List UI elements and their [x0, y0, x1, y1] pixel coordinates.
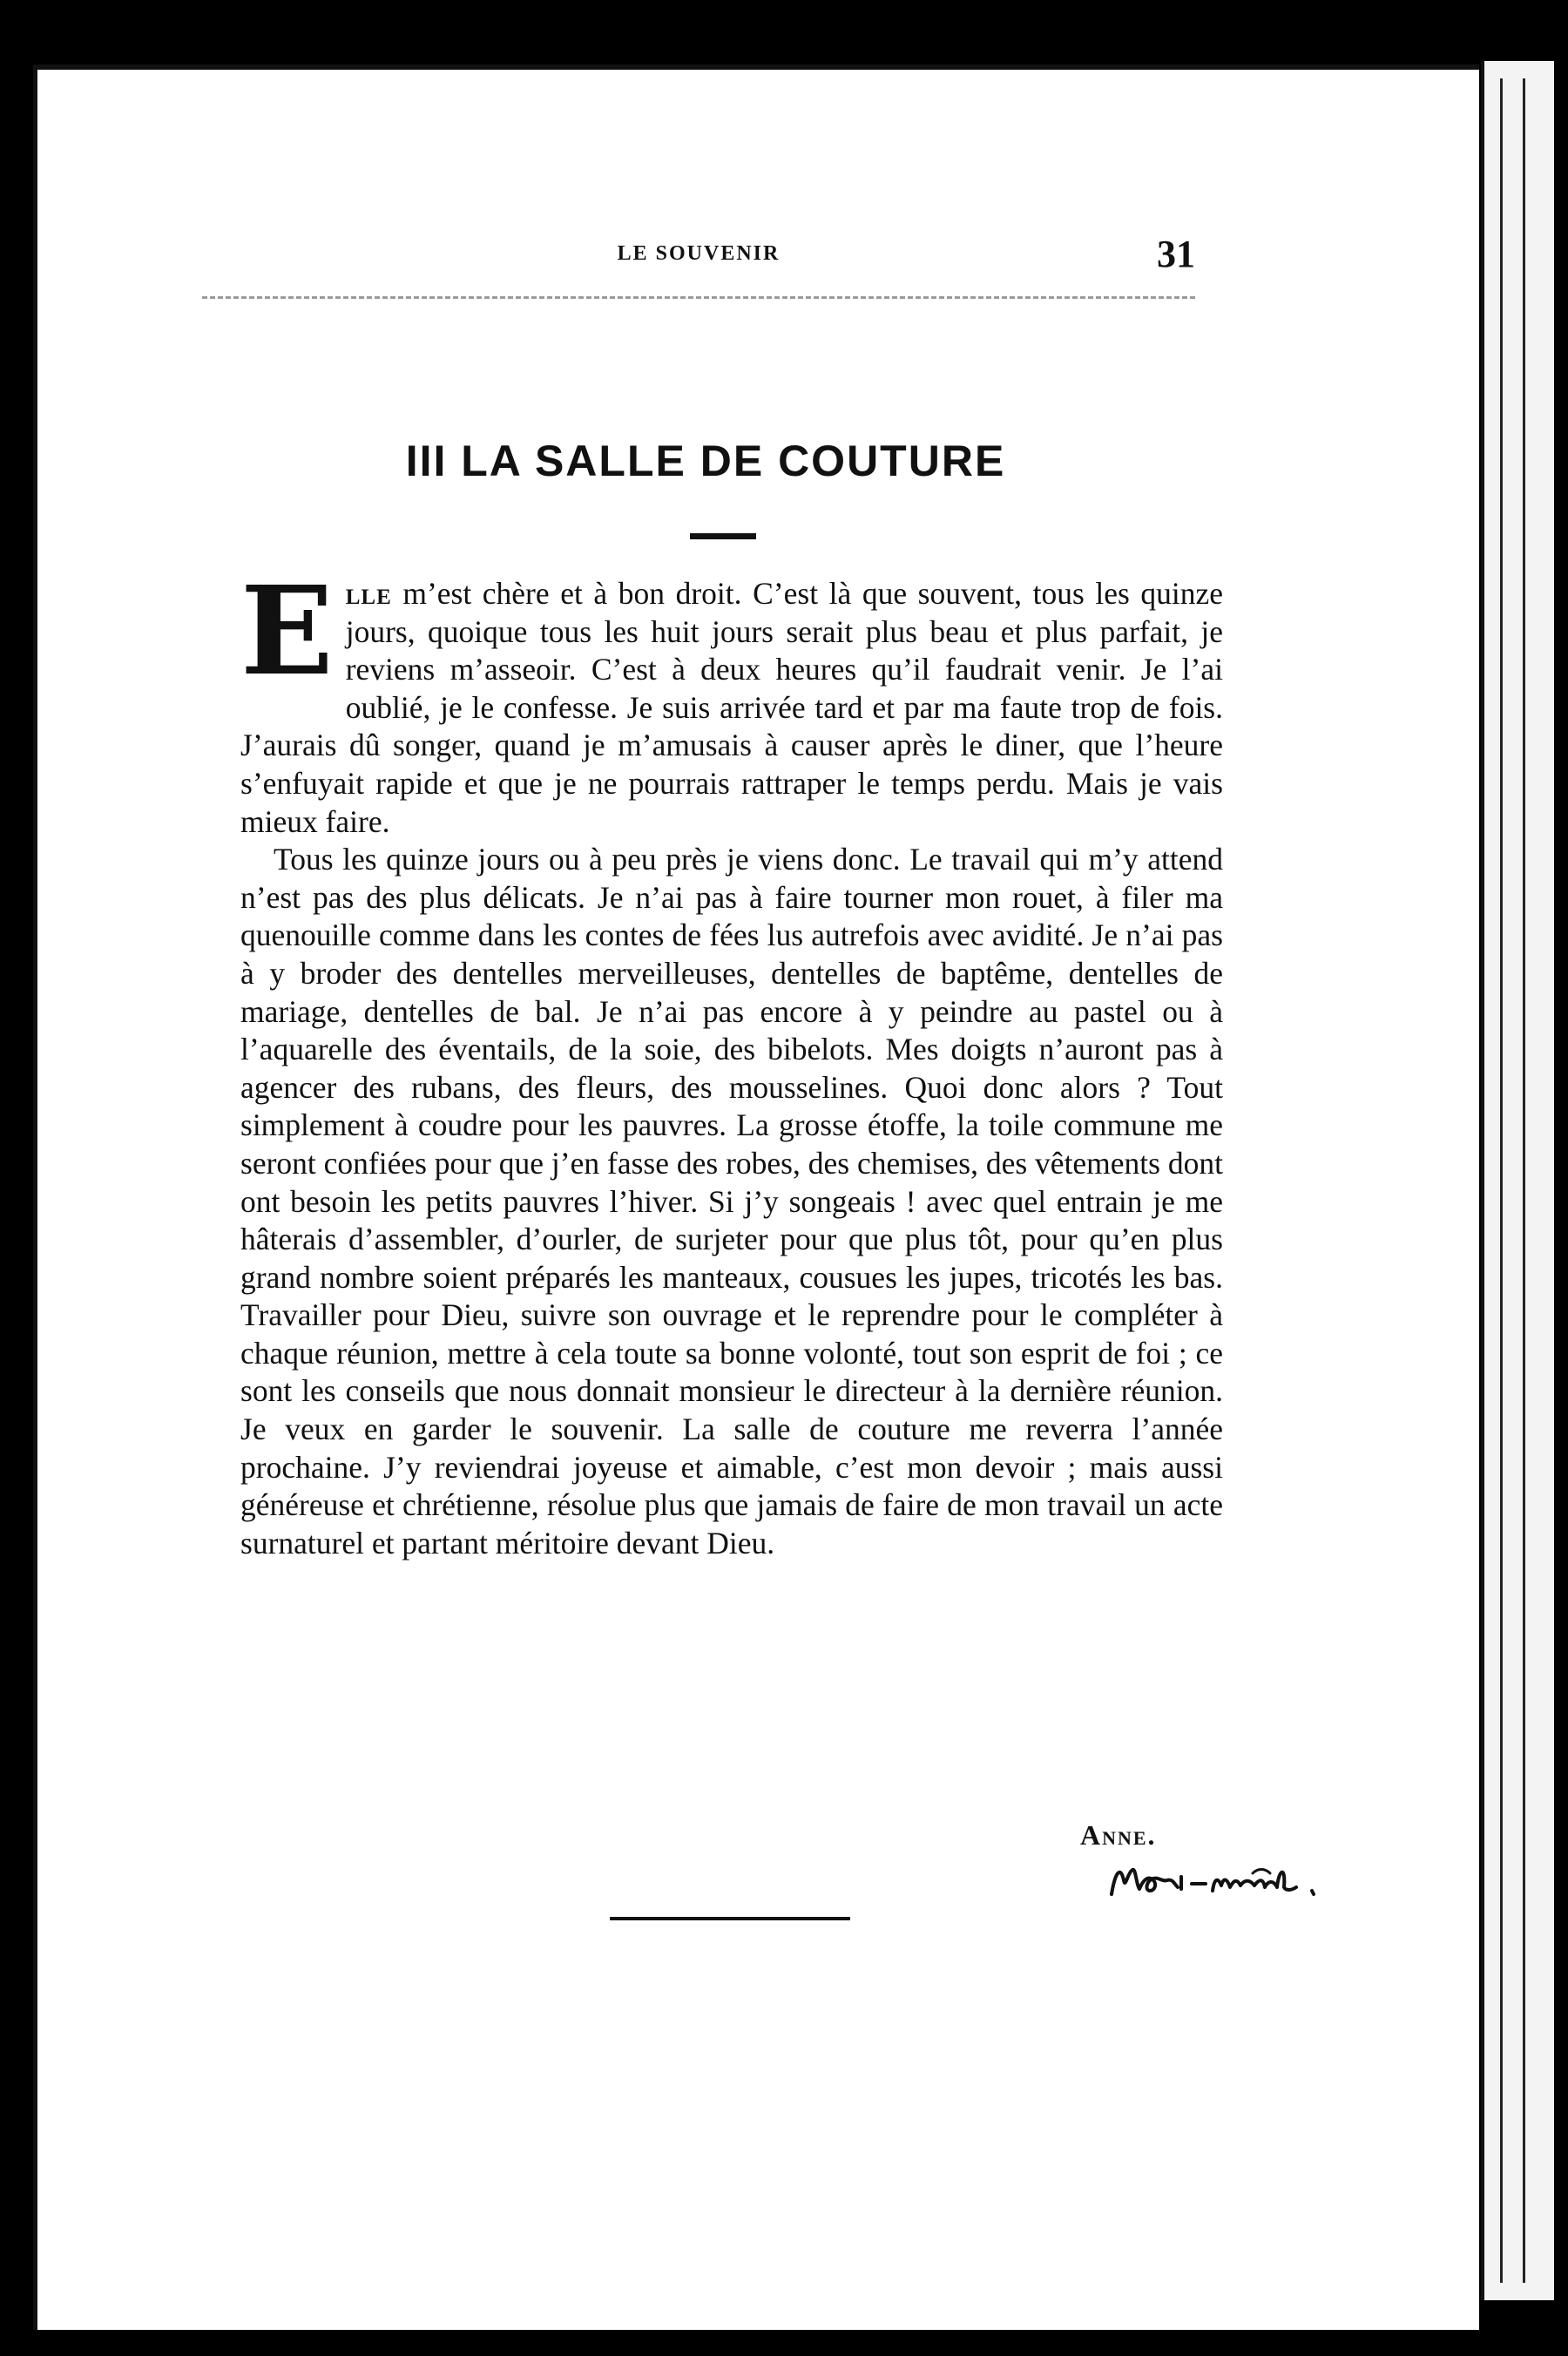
running-header [202, 232, 1195, 284]
page-edges [1481, 61, 1554, 2300]
end-rule [610, 1917, 850, 1920]
paragraph-1 [240, 560, 1223, 841]
paragraph-1-text: m’est chère et à bon droit. C’est là que souvent, tous les quinze jours, quoique tous les huit jours serait plus beau et plus parfait, je reviens m’asseoir. C’est à deux heures qu’il faudrait venir. Je l’ai oublié, je le confesse. Je suis arrivée tard et par ma faute trop de fois. J’aurais dû songer, quand je m’amusais à causer après le diner, que l’heure s’enfuyait rapide et que je ne pourrais rattraper le temps perdu. Mais je vais mieux faire. [240, 576, 1223, 839]
drop-cap: E [240, 560, 334, 703]
chapter-title: III LA SALLE DE COUTURE [405, 437, 1006, 485]
handwritten-signature [1106, 1838, 1333, 1917]
title-rule [690, 533, 756, 539]
page-number: 31 [1157, 233, 1195, 275]
article-body [240, 560, 1223, 1562]
running-title: LE SOUVENIR [617, 242, 781, 265]
author-signature: Anne. [1080, 1819, 1157, 1851]
header-rule [202, 296, 1195, 299]
paragraph-2: Tous les quinze jours ou à peu près je viens donc. Le travail qui m’y attend n’est pas des plus délicats. Je n’ai pas à faire tourner mon rouet, à filer ma quenouille comme dans les contes de fées lus autrefois avec avidité. Je n’ai pas à y broder des dentelles merveilleuses, dentelles de baptême, dentelles de mariage, dentelles de bal. Je n’ai pas encore à y peindre au pastel ou à l’aquarelle des éventails, de la soie, des bibelots. Mes doigts n’auront pas à agencer des rubans, des fleurs, des mousselines. Quoi donc alors ? Tout simplement à coudre pour les pauvres. La grosse étoffe, la toile commune me seront confiées pour que j’en fasse des robes, des chemises, des vêtements dont ont besoin les petits pauvres l’hiver. Si j’y songeais ! avec quel entrain je me hâterais d’assembler, d’ourler, de surjeter pour que plus tôt, pour qu’en plus grand nombre soient préparés les manteaux, cousues les jupes, tricotés les bas. Travailler pour Dieu, suivre son ouvrage et le reprendre pour le compléter à chaque réunion, mettre à cela toute sa bonne volonté, tout son esprit de foi ; ce sont les conseils que nous donnait monsieur le directeur à la dernière réunion. Je veux en garder le souvenir. La salle de couture me reverra l’année prochaine. J’y reviendrai joyeuse et aimable, c’est mon devoir ; mais aussi généreuse et chrétienne, résolue plus que jamais de faire de mon travail un acte surnaturel et partant méritoire devant Dieu. [240, 842, 1223, 1561]
opening-small-caps: lle [345, 576, 392, 611]
